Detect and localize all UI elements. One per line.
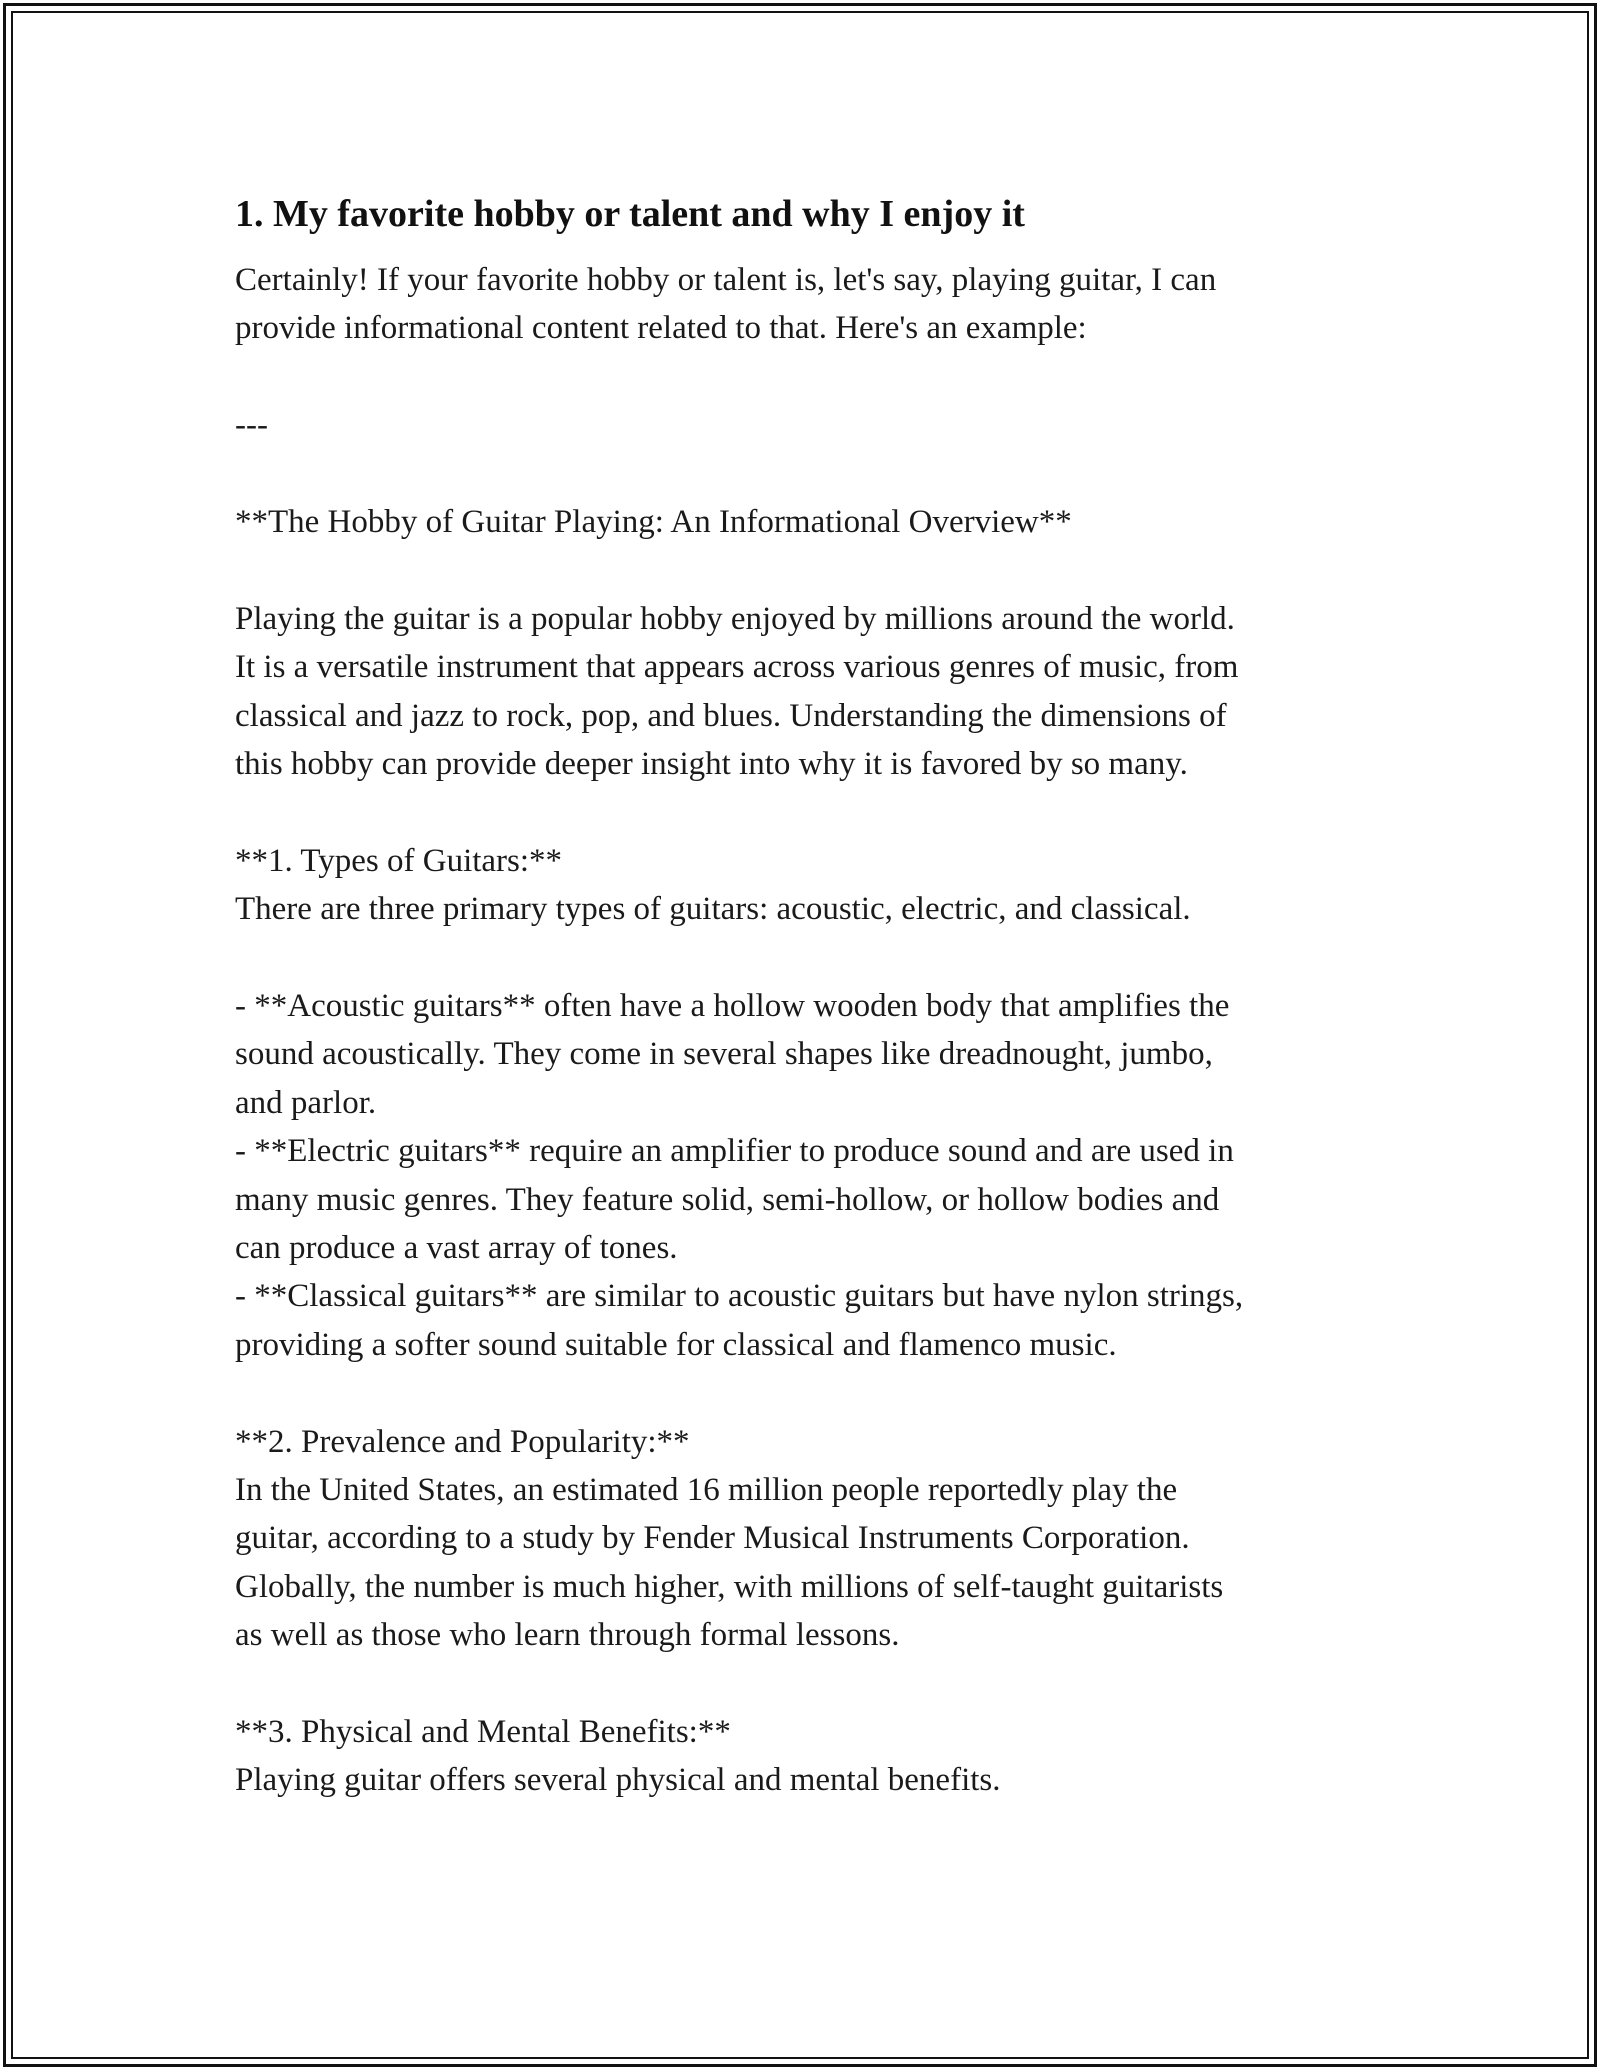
section-lead: Playing guitar offers several physical and mental benefits. (235, 1762, 1001, 1799)
spacer (235, 934, 1375, 982)
spacer (235, 788, 1375, 836)
section-line: In the United States, an estimated 16 million people reportedly play the (235, 1472, 1178, 1509)
spacer (235, 353, 1375, 401)
spacer (235, 1660, 1375, 1708)
section-line: guitar, according to a study by Fender Musical Instruments Corporation. (235, 1520, 1190, 1557)
bullet-line: - **Acoustic guitars** often have a hollow wooden body that amplifies the (235, 988, 1230, 1025)
overview-line: classical and jazz to rock, pop, and blues. Understanding the dimensions of (235, 697, 1227, 734)
section-title: **2. Prevalence and Popularity:** (235, 1423, 690, 1460)
document-heading: 1. My favorite hobby or talent and why I enjoy it (235, 193, 1025, 235)
section-title: **3. Physical and Mental Benefits:** (235, 1714, 731, 1751)
overview-line: It is a versatile instrument that appears across various genres of music, from (235, 649, 1239, 686)
spacer (235, 546, 1375, 594)
bullet-line: - **Classical guitars** are similar to acoustic guitars but have nylon strings, (235, 1278, 1244, 1315)
overview-title: **The Hobby of Guitar Playing: An Informational Overview** (235, 504, 1072, 540)
bullet-line: many music genres. They feature solid, semi-hollow, or hollow bodies and (235, 1181, 1220, 1218)
section-lead: There are three primary types of guitars: acoustic, electric, and classical. (235, 891, 1191, 928)
separator-text: --- (235, 407, 268, 444)
bullet-line: - **Electric guitars** require an amplifier to produce sound and are used in (235, 1133, 1234, 1170)
bullet-line: providing a softer sound suitable for classical and flamenco music. (235, 1326, 1117, 1363)
bullet-line: sound acoustically. They come in several shapes like dreadnought, jumbo, (235, 1036, 1213, 1073)
spacer (235, 1369, 1375, 1417)
bullet-line: and parlor. (235, 1084, 377, 1121)
intro-line: provide informational content related to that. Here's an example: (235, 310, 1087, 347)
overview-line: Playing the guitar is a popular hobby enjoyed by millions around the world. (235, 600, 1235, 637)
bullet-line: can produce a vast array of tones. (235, 1230, 678, 1267)
overview-line: this hobby can provide deeper insight into why it is favored by so many. (235, 746, 1188, 783)
spacer (235, 450, 1375, 498)
document-body (235, 188, 1375, 1805)
section-line: Globally, the number is much higher, with millions of self-taught guitarists (235, 1568, 1224, 1605)
intro-line: Certainly! If your favorite hobby or talent is, let's say, playing guitar, I can (235, 262, 1217, 298)
section-line: as well as those who learn through formal lessons. (235, 1617, 900, 1654)
section-title: **1. Types of Guitars:** (235, 842, 563, 879)
